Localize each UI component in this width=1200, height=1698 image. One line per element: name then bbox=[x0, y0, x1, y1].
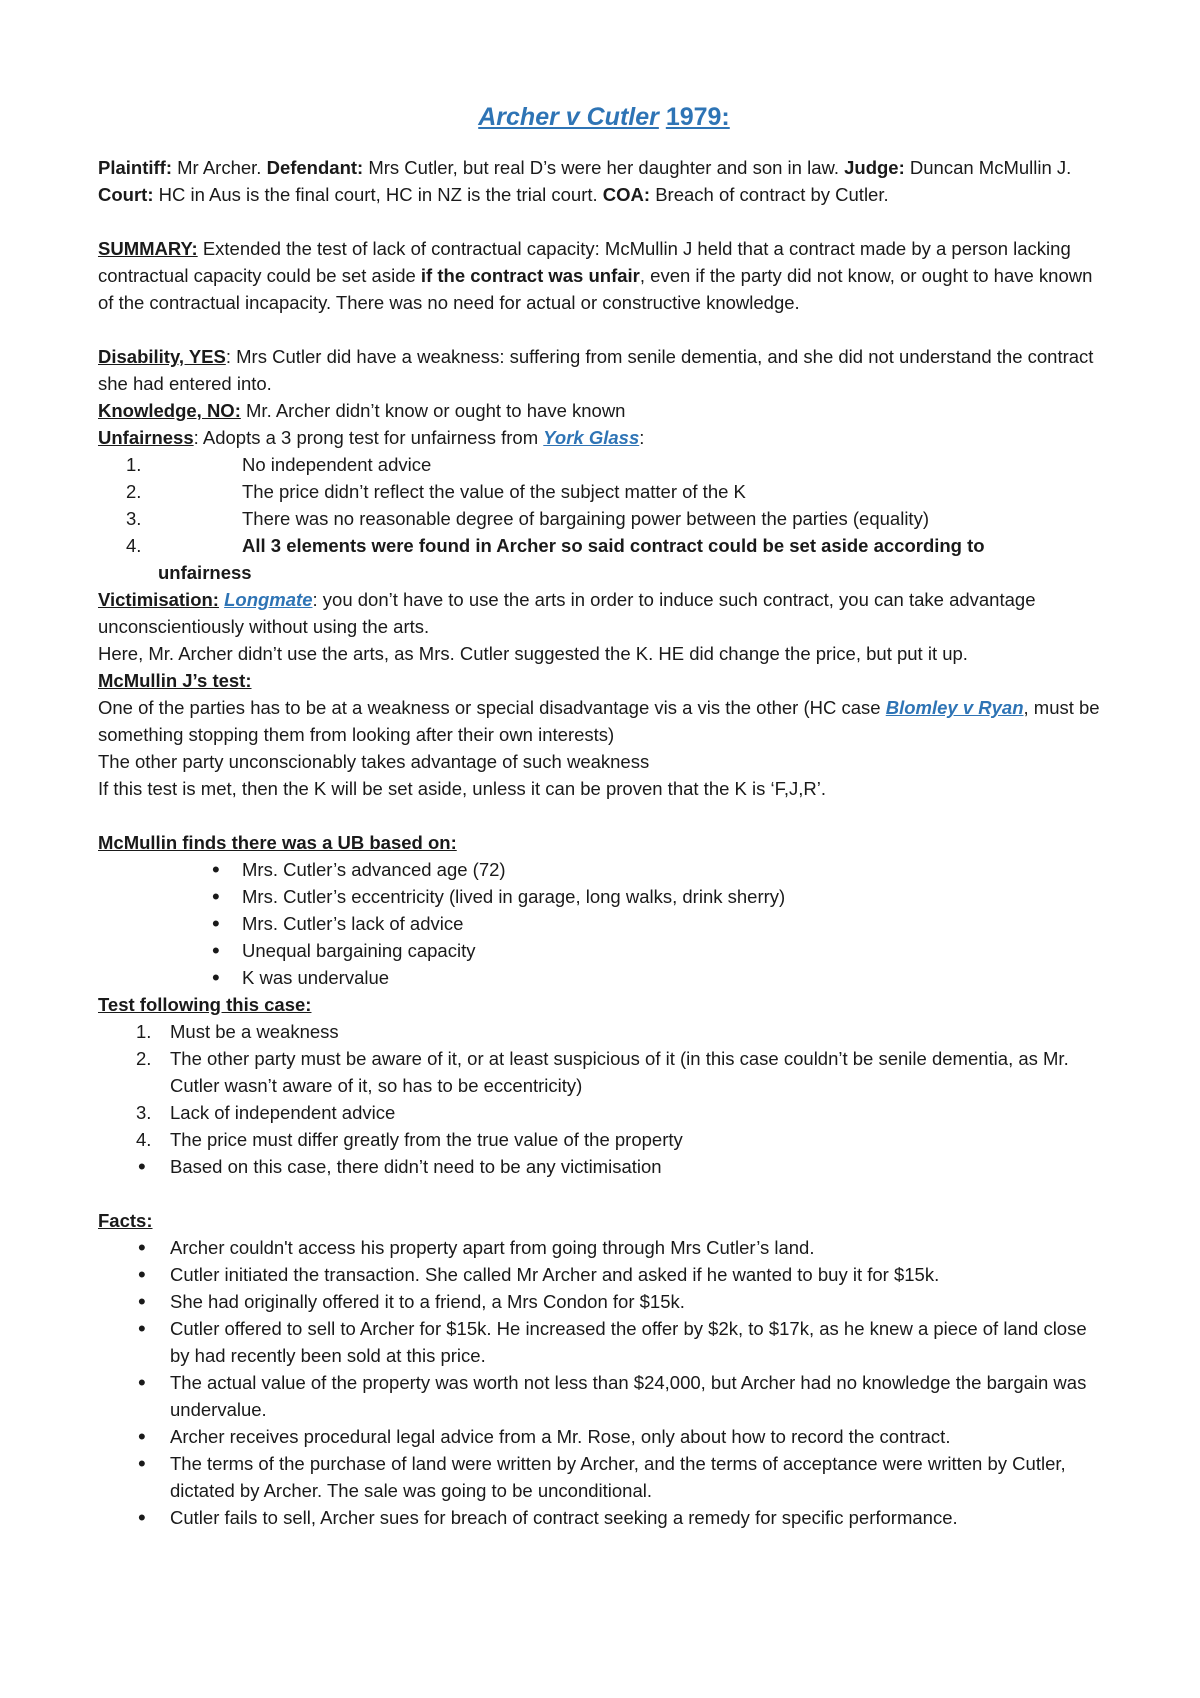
list-item: • Mrs. Cutler’s advanced age (72) bbox=[98, 856, 1110, 883]
list-number: 2. bbox=[126, 481, 142, 502]
unfairness-label: Unfairness bbox=[98, 427, 194, 448]
parties-paragraph bbox=[98, 154, 1110, 208]
mcmullin-test-heading bbox=[98, 667, 1110, 694]
list-text: The price must differ greatly from the true value of the property bbox=[170, 1129, 683, 1150]
list-item: • Cutler fails to sell, Archer sues for breach of contract seeking a remedy for specific performance. bbox=[98, 1504, 1110, 1531]
mcmullin-test-line-1 bbox=[98, 694, 1110, 748]
summary-text-1: Extended the test of lack of contractual capacity: McMullin J held that a contract made by a person lacking contractual capacity could be set aside bbox=[98, 238, 1071, 286]
coa-value: Breach of contract by Cutler. bbox=[650, 184, 889, 205]
list-number: 3. bbox=[136, 1102, 152, 1123]
test-following-label: Test following this case: bbox=[98, 994, 312, 1015]
defendant-label: Defendant: bbox=[266, 157, 364, 178]
unfairness-end: : bbox=[639, 427, 645, 448]
summary-bold: if the contract was unfair bbox=[420, 265, 640, 286]
victimisation-label: Victimisation: bbox=[98, 589, 219, 610]
list-item: • Cutler initiated the transaction. She called Mr Archer and asked if he wanted to buy it for $15k. bbox=[98, 1261, 1110, 1288]
court-value: HC in Aus is the final court, HC in NZ is the trial court. bbox=[153, 184, 603, 205]
list-text: All 3 elements were found in Archer so said contract could be set aside according to bbox=[242, 535, 985, 556]
list-item: • Archer couldn't access his property apart from going through Mrs Cutler’s land. bbox=[98, 1234, 1110, 1261]
coa-label: COA: bbox=[602, 184, 651, 205]
plaintiff-value: Mr Archer. bbox=[172, 157, 267, 178]
title-case-name: Archer v Cutler bbox=[478, 103, 659, 131]
list-item: • Unequal bargaining capacity bbox=[98, 937, 1110, 964]
list-item: • The actual value of the property was worth not less than $24,000, but Archer had no knowledge the bargain was undervalue. bbox=[98, 1369, 1110, 1423]
defendant-value: Mrs Cutler, but real D’s were her daughter and son in law. bbox=[363, 157, 845, 178]
longmate-link[interactable]: Longmate bbox=[224, 589, 313, 610]
list-item bbox=[98, 1018, 1110, 1045]
disability-text: : Mrs Cutler did have a weakness: suffering from senile dementia, and she did not understand the contract she had entered into. bbox=[98, 346, 1094, 394]
disability-label: Disability, YES bbox=[98, 346, 226, 367]
test-following-list bbox=[98, 1018, 1110, 1180]
list-text: No independent advice bbox=[242, 454, 432, 475]
list-text: The other party must be aware of it, or at least suspicious of it (in this case couldn’t be senile dementia, as Mr. Cutler wasn’t aware of it, so has to be eccentricity) bbox=[170, 1048, 1069, 1096]
unfairness-paragraph bbox=[98, 424, 1110, 451]
knowledge-paragraph bbox=[98, 397, 1110, 424]
list-item bbox=[98, 451, 1110, 478]
list-item: • Cutler offered to sell to Archer for $15k. He increased the offer by $2k, to $17k, as he knew a piece of land close by had recently been sold at this price. bbox=[98, 1315, 1110, 1369]
knowledge-text: Mr. Archer didn’t know or ought to have known bbox=[240, 400, 626, 421]
victimisation-text: : you don’t have to use the arts in order to induce such contract, you can take advantage unconscientiously without using the arts. bbox=[98, 589, 1036, 637]
facts-label: Facts: bbox=[98, 1210, 153, 1231]
list-item: • She had originally offered it to a friend, a Mrs Condon for $15k. bbox=[98, 1288, 1110, 1315]
list-item: • Mrs. Cutler’s eccentricity (lived in garage, long walks, drink sherry) bbox=[98, 883, 1110, 910]
victimisation-paragraph bbox=[98, 586, 1110, 640]
list-text: There was no reasonable degree of bargaining power between the parties (equality) bbox=[242, 508, 929, 529]
plaintiff-label: Plaintiff: bbox=[98, 157, 172, 178]
list-number: 4. bbox=[136, 1129, 152, 1150]
title-year: 1979: bbox=[665, 103, 730, 131]
mcmullin-test-line-2: The other party unconscionably takes advantage of such weakness bbox=[98, 751, 650, 772]
ub-heading bbox=[98, 829, 1110, 856]
list-item: • Archer receives procedural legal advice from a Mr. Rose, only about how to record the contract. bbox=[98, 1423, 1110, 1450]
list-item bbox=[98, 1045, 1110, 1099]
ub-label: McMullin finds there was a UB based on: bbox=[98, 832, 457, 853]
mcmullin-test-text-b: , must be something stopping them from looking after their own interests) bbox=[98, 697, 1100, 745]
list-item bbox=[98, 1126, 1110, 1153]
victimisation-here: Here, Mr. Archer didn’t use the arts, as Mrs. Cutler suggested the K. HE did change the price, but put it up. bbox=[98, 643, 968, 664]
mcmullin-test-line-3: If this test is met, then the K will be set aside, unless it can be proven that the K is ‘F,J,R’. bbox=[98, 778, 827, 799]
list-item: • The terms of the purchase of land were written by Archer, and the terms of acceptance were written by Cutler, dictated by Archer. The sale was going to be unconditional. bbox=[98, 1450, 1110, 1504]
list-item bbox=[98, 532, 1110, 586]
list-item: • K was undervalue bbox=[98, 964, 1110, 991]
list-number: 3. bbox=[126, 508, 142, 529]
list-text: Must be a weakness bbox=[170, 1021, 339, 1042]
mcmullin-test-label: McMullin J’s test: bbox=[98, 670, 252, 691]
document-page bbox=[98, 0, 1110, 1531]
list-text-continuation: unfairness bbox=[158, 562, 252, 583]
ub-list bbox=[98, 856, 1110, 991]
judge-label: Judge: bbox=[844, 157, 905, 178]
facts-heading bbox=[98, 1207, 1110, 1234]
knowledge-label: Knowledge, NO: bbox=[98, 400, 241, 421]
mcmullin-test-text-a: One of the parties has to be at a weakness or special disadvantage vis a vis the other (HC case bbox=[98, 697, 886, 718]
unfairness-list bbox=[98, 451, 1110, 586]
list-item bbox=[98, 505, 1110, 532]
york-glass-link[interactable]: York Glass bbox=[543, 427, 640, 448]
list-number: 1. bbox=[136, 1021, 152, 1042]
facts-list bbox=[98, 1234, 1110, 1531]
list-item bbox=[98, 478, 1110, 505]
list-text: The price didn’t reflect the value of the subject matter of the K bbox=[242, 481, 746, 502]
summary-text-2: , even if the party did not know, or ought to have known of the contractual incapacity. There was no need for actual or constructive knowledge. bbox=[98, 265, 1093, 313]
list-number: 2. bbox=[136, 1048, 152, 1069]
list-text: Lack of independent advice bbox=[170, 1102, 396, 1123]
unfairness-text: : Adopts a 3 prong test for unfairness from bbox=[193, 427, 544, 448]
page-title bbox=[98, 100, 1110, 134]
list-item bbox=[98, 1099, 1110, 1126]
judge-value: Duncan McMullin J. bbox=[904, 157, 1072, 178]
list-item: • Mrs. Cutler’s lack of advice bbox=[98, 910, 1110, 937]
list-number: 1. bbox=[126, 454, 142, 475]
summary-label: SUMMARY: bbox=[98, 238, 198, 259]
list-item: • Based on this case, there didn’t need to be any victimisation bbox=[98, 1153, 1110, 1180]
blomley-v-ryan-link[interactable]: Blomley v Ryan bbox=[885, 697, 1024, 718]
summary-paragraph bbox=[98, 235, 1110, 316]
court-label: Court: bbox=[98, 184, 154, 205]
disability-paragraph bbox=[98, 343, 1110, 397]
list-number: 4. bbox=[126, 535, 142, 556]
test-following-heading bbox=[98, 991, 1110, 1018]
